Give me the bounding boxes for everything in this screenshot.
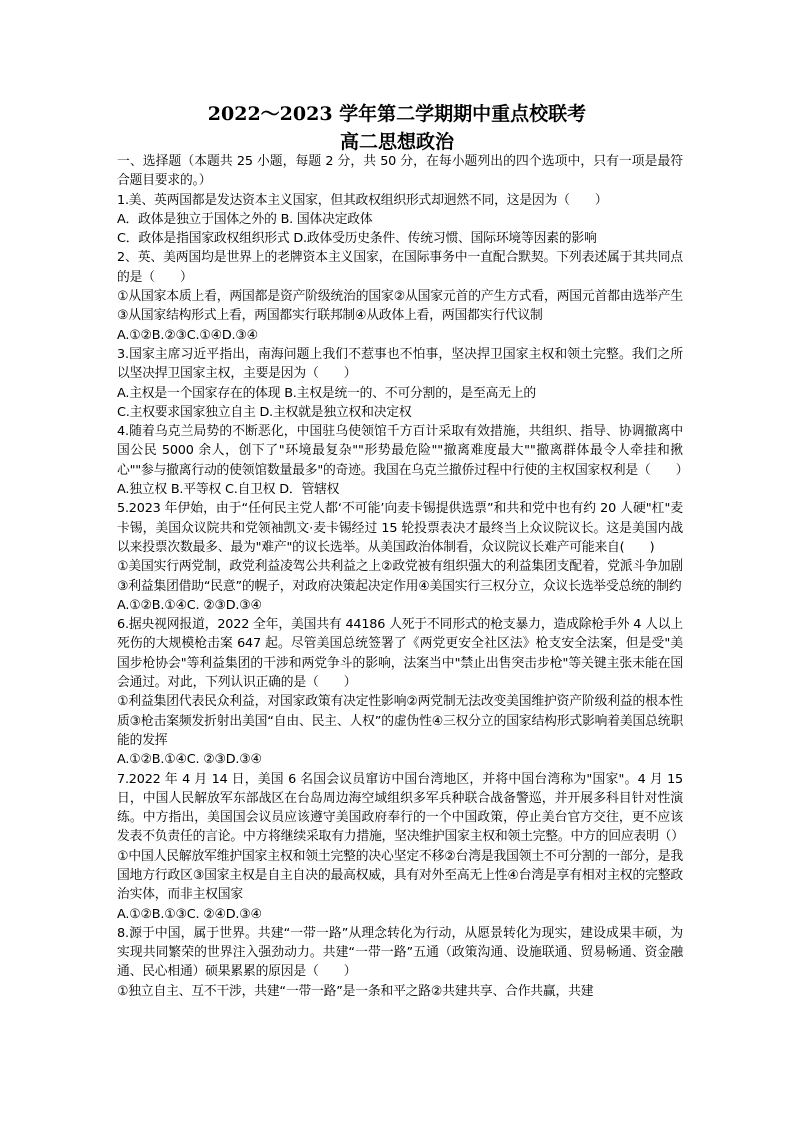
exam-content (117, 152, 689, 1001)
question-7 (117, 770, 683, 924)
question-stem: 8.源于中国，属于世界。共建“一带一路”从理念转化为行动，从愿景转化为现实，建设成果丰硕，为实现共同繁荣的世界注入强劲动力。共建“一带一路”五通（政策沟通、设施联通、贸易畅通、资金融通、民心相通）硕果累累的原因是（ ） (117, 925, 683, 980)
question-option: A．政体是独立于国体之外的 B. 国体决定政体 (117, 211, 373, 227)
question-2 (117, 248, 683, 344)
exam-title: 2022～2023 学年第二学期期中重点校联考 (207, 103, 587, 125)
question-option: A.主权是一个国家存在的体现 B.主权是统一的、不可分割的，是至高无上的 (117, 385, 537, 401)
question-6 (117, 615, 683, 769)
question-4 (117, 422, 689, 499)
question-stem: 5.2023 年伊始，由于“任何民主党人都‘不可能’向麦卡锡提供选票”和共和党中也有约 20 人硬"杠"麦卡锡，美国众议院共和党领袖凯文·麦卡锡经过 15 轮投票表决才最终当上众议院议长。这是美国内战以来投票次数最多、最为"难产"的议长选举。从美国政治体制看，众议院议长难产可能来自( ) (117, 501, 683, 555)
question-8 (117, 924, 683, 1001)
exam-subject: 高二思想政治 (339, 131, 454, 153)
question-statements: ①中国人民解放军维护国家主权和领土完整的决心坚定不移②台湾是我国领土不可分割的一部分，是我国地方行政区③国家主权是自主自决的最高权威，具有对外至高无上性④台湾是享有相对主权的完整政治实体，而非主权国家 (117, 848, 683, 903)
question-option: C．政体是指国家政权组织形式 D.政体受历史条件、传统习惯、国际环境等因素的影响 (117, 231, 597, 247)
question-stem: 7.2022 年 4 月 14 日，美国 6 名国会议员窜访中国台湾地区，并将中国台湾称为"国家"。4 月 15 日，中国人民解放军东部战区在台岛周边海空域组织多军兵种联合战备警巡，并开展多科目针对性演练。中方指出，美国国会议员应该遵守美国政府奉行的一个中国政策，停止美台官方交往，更不应该发表不负责任的言论。中方将继续采取有力措施，坚决维护国家主权和领土完整。中方的回应表明（） (117, 771, 684, 845)
question-choices: A.①②B.①④C. ②③D.③④ (117, 597, 262, 613)
section-intro: 一、选择题（本题共 25 小题，每题 2 分，共 50 分，在每小题列出的四个选项中，只有一项是最符合题目要求的。） (117, 154, 683, 189)
question-stem: 3.国家主席习近平指出，南海问题上我们不惹事也不怕事，坚决捍卫国家主权和领土完整。我们之所以坚决捍卫国家主权，主要是因为（ ） (117, 346, 683, 382)
question-statements: ①从国家本质上看，两国都是资产阶级统治的国家②从国家元首的产生方式看，两国元首都由选举产生③从国家结构形式上看，两国都实行联邦制④从政体上看，两国都实行代议制 (117, 289, 683, 324)
exam-header (0, 100, 794, 156)
question-stem: 4.随着乌克兰局势的不断恶化，中国驻乌使领馆千方百计采取有效措施，共组织、指导、协调撤离中国公民 5000 余人，创下了"环境最复杂""形势最危险""撤离难度最大""撤离群体最令人牵挂和揪心""参与撤离行动的使领馆数量最多"的奇迹。我国在乌克兰撤侨过程中行使的主权国家权利是（ ） (117, 424, 689, 478)
question-1 (117, 191, 683, 249)
question-choices: A.①②B.①④C. ②③D.③④ (117, 752, 262, 768)
question-5 (117, 499, 683, 615)
question-3 (117, 345, 683, 422)
question-statements: ①利益集团代表民众利益，对国家政策有决定性影响②两党制无法改变美国维护资产阶级利益的根本性质③枪击案频发折射出美国“自由、民主、人权”的虚伪性④三权分立的国家结构形式影响着美国总统职能的发挥 (117, 694, 683, 748)
question-stem: 6.据央视网报道，2022 全年，美国共有 44186 人死于不同形式的枪支暴力，造成除枪手外 4 人以上死伤的大规模枪击案 647 起。尽管美国总统签署了《两党更安全社区法》枪支安全法案，但是受"美国步枪协会"等利益集团的干涉和两党争斗的影响，法案当中"禁止出售突击步枪"等关键主张未能在国会通过。对此，下列认识正确的是（ ） (117, 617, 683, 691)
question-option: C.主权要求国家独立自主 D.主权就是独立权和决定权 (117, 404, 412, 420)
question-choices: A.①②B.①③C. ②④D.③④ (117, 906, 262, 922)
question-stem: 2、英、美两国均是世界上的老牌资本主义国家，在国际事务中一直配合默契。下列表述属于其共同点的是（ ） (117, 250, 683, 285)
question-statements: ①独立自主、互不干涉，共建“一带一路”是一条和平之路②共建共享、合作共赢，共建 (117, 983, 594, 999)
question-statements: ①美国实行两党制，政党利益凌驾公共利益之上②政党被有组织强大的利益集团支配着，党派斗争加剧③利益集团借助“民意”的幌子，对政府决策起决定作用④美国实行三权分立，众议长选举受总统的制约 (117, 559, 683, 594)
question-choices: A.独立权 B.平等权 C.自卫权 D．管辖权 (117, 482, 340, 498)
question-choices: A.①②B.②③C.①④D.③④ (117, 327, 258, 343)
question-stem: 1.美、英两国都是发达资本主义国家，但其政权组织形式却迥然不同，这是因为（ ） (117, 192, 608, 208)
